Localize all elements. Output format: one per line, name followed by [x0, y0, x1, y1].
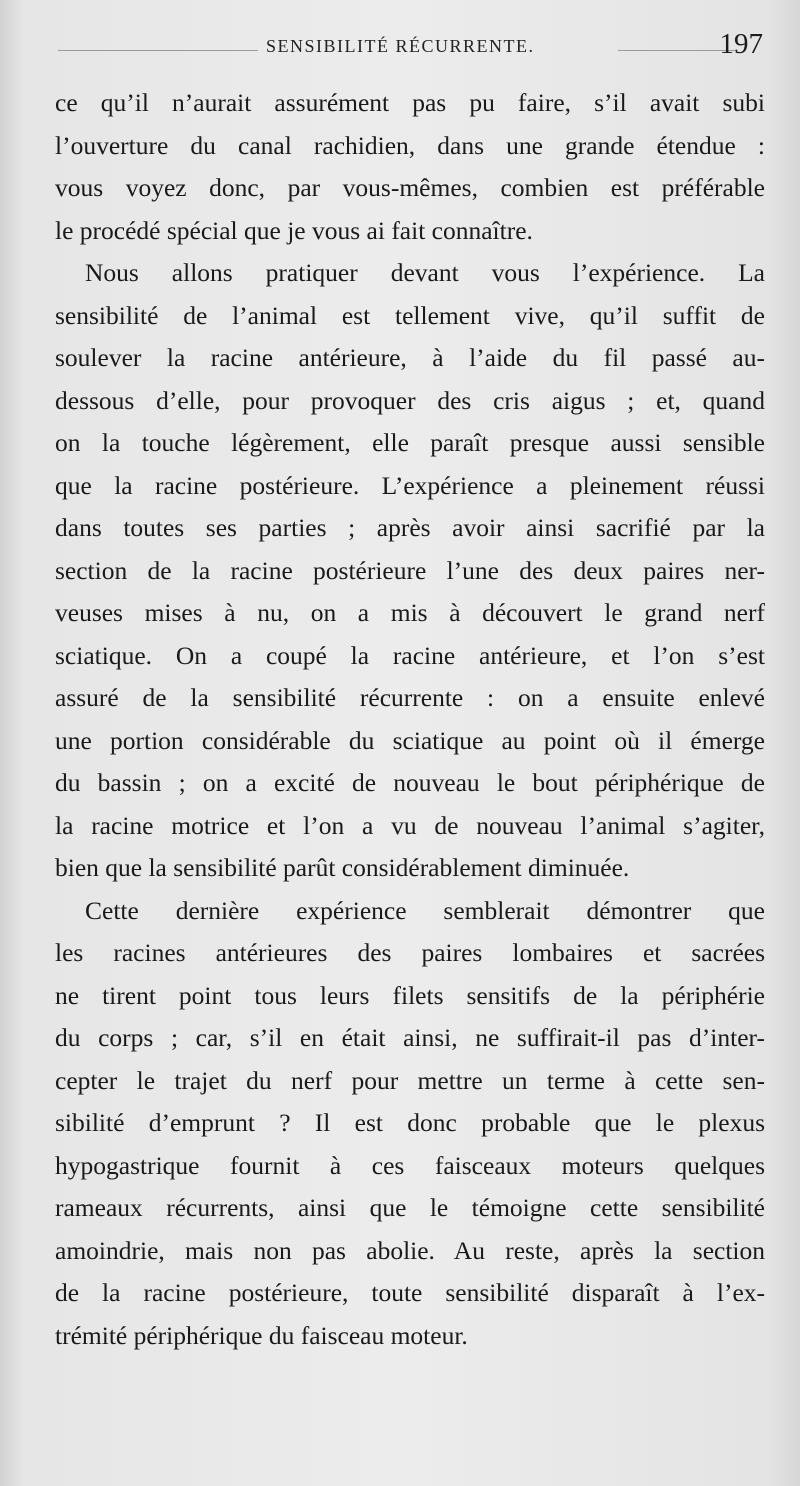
text-line: du corps ; car, s’il en était ainsi, ne suffirait-il pas d’inter-: [55, 1023, 765, 1052]
text-line: assuré de la sensibilité récurrente : on a ensuite enlevé: [55, 683, 765, 712]
text-line: on la touche légèrement, elle paraît presque aussi sensible: [55, 428, 765, 457]
text-line: vous voyez donc, par vous-mêmes, combien est préférable: [55, 173, 765, 202]
text-line: cepter le trajet du nerf pour mettre un terme à cette sen-: [55, 1065, 765, 1095]
text-line: dessous d’elle, pour provoquer des cris aigus ; et, quand: [55, 385, 765, 415]
text-line: soulever la racine antérieure, à l’aide du fil passé au-: [55, 343, 765, 372]
text-line: trémité périphérique du faisceau moteur.: [55, 1320, 468, 1350]
text-line: que la racine postérieure. L’expérience a pleinement réussi: [55, 470, 765, 500]
text-line: Cette dernière expérience semblerait démontrer que: [85, 895, 765, 925]
text-line: sibilité d’emprunt ? Il est donc probable que le plexus: [55, 1108, 765, 1137]
body-text: [55, 82, 765, 1357]
text-line: de la racine postérieure, toute sensibilité disparaît à l’ex-: [55, 1278, 765, 1307]
text-line: l’ouverture du canal rachidien, dans une grande étendue :: [55, 130, 765, 160]
text-line: la racine motrice et l’on a vu de nouveau l’animal s’agiter,: [55, 810, 765, 840]
text-line: hypogastrique fournit à ces faisceaux moteurs quelques: [55, 1150, 765, 1180]
text-line: bien que la sensibilité parût considérablement diminuée.: [55, 853, 630, 882]
text-line: veuses mises à nu, on a mis à découvert le grand nerf: [55, 598, 765, 627]
text-line: une portion considérable du sciatique au point où il émerge: [55, 725, 765, 755]
page-number: 197: [719, 28, 763, 60]
text-line: sensibilité de l’animal est tellement vive, qu’il suffit de: [55, 300, 765, 330]
text-line: sciatique. On a coupé la racine antérieure, et l’on s’est: [55, 640, 765, 670]
text-line: du bassin ; on a excité de nouveau le bout périphérique de: [55, 768, 765, 797]
running-head: SENSIBILITÉ RÉCURRENTE.: [266, 36, 535, 56]
text-line: dans toutes ses parties ; après avoir ainsi sacrifié par la: [55, 513, 765, 542]
text-line: amoindrie, mais non pas abolie. Au reste, après la section: [55, 1235, 765, 1265]
text-line: section de la racine postérieure l’une des deux paires ner-: [55, 555, 765, 585]
text-line: ce qu’il n’aurait assurément pas pu faire, s’il avait subi: [55, 88, 765, 117]
text-line: Nous allons pratiquer devant vous l’expérience. La: [85, 258, 765, 287]
text-line: les racines antérieures des paires lombaires et sacrées: [55, 938, 765, 967]
text-line: rameaux récurrents, ainsi que le témoigne cette sensibilité: [55, 1193, 765, 1222]
text-line: le procédé spécial que je vous ai fait connaître.: [55, 215, 533, 245]
text-line: ne tirent point tous leurs filets sensitifs de la périphérie: [55, 980, 765, 1010]
header-rule-left: [58, 50, 258, 51]
page-header: [58, 30, 763, 70]
